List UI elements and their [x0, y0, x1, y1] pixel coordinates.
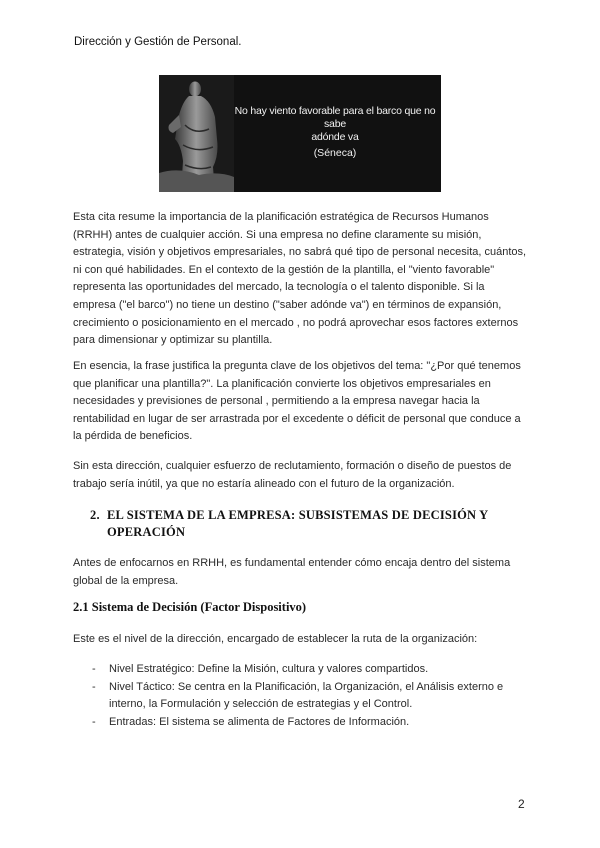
bullet-marker: - — [92, 715, 96, 728]
quote-text — [229, 105, 441, 144]
quote-line-1: No hay viento favorable para el barco que no sabe — [234, 105, 436, 130]
paragraph-essence: En esencia, la frase justifica la pregunta clave de los objetivos del tema: "¿Por qué tenemos que planificar una plantilla?". La planificación convierte los objetivos empresariales en necesidades y previsiones de personal , permitiendo a la empresa navegar hacia la rentabilidad en lugar de ser arrastrada por el excedente o déficit de personal que conduce a la pérdida de beneficios. — [73, 360, 521, 443]
list-item-text: Entradas: El sistema se alimenta de Factores de Información. — [109, 715, 410, 728]
section-title: EL SISTEMA DE LA EMPRESA: SUBSISTEMAS DE DECISIÓN Y OPERACIÓN — [107, 508, 488, 539]
quote-banner — [159, 75, 441, 192]
paragraph-subsection-intro: Este es el nivel de la dirección, encargado de establecer la ruta de la organización: — [73, 633, 478, 645]
statue-image — [159, 75, 234, 192]
bullet-marker: - — [92, 680, 96, 693]
list-item-text: Nivel Táctico: Se centra en la Planificación, la Organización, el Análisis externo e interno, la Formulación y selección de estrategias y el Control. — [109, 680, 504, 711]
bullet-marker: - — [92, 663, 96, 675]
paragraph-quote-explanation: Esta cita resume la importancia de la planificación estratégica de Recursos Humanos (RRHH) antes de cualquier acción. Si una empresa no define claramente su misión, estrategia, visión y objetivos empresariales, no sabrá qué tipo de personal necesita, cuántos, ni con qué habilidades. En el contexto de la gestión de la plantilla, el "viento favorable" representa las oportunidades del mercado, la tecnología o el talento disponible. Si la empresa ("el barco") no tiene un destino ("saber adónde va") en términos de expansión, crecimiento o posicionamiento en el mercado , no podrá aprovechar esos factores externos para dimensionar y optimizar su plantilla. — [73, 211, 527, 347]
list-item — [92, 661, 532, 679]
paragraph-section-intro: Antes de enfocarnos en RRHH, es fundamental entender cómo encaja dentro del sistema global de la empresa. — [73, 557, 511, 587]
section-heading-2 — [90, 507, 520, 541]
list-item — [92, 679, 532, 714]
page-number: 2 — [518, 797, 525, 811]
quote-line-2: adónde va — [311, 131, 359, 143]
list-item-text: Nivel Estratégico: Define la Misión, cultura y valores compartidos. — [109, 663, 429, 675]
quote-author: (Séneca) — [313, 147, 357, 159]
decision-levels-list — [92, 661, 532, 731]
paragraph-direction: Sin esta dirección, cualquier esfuerzo de reclutamiento, formación o diseño de puestos de trabajo sería inútil, ya que no estaría alineado con el futuro de la organización. — [73, 460, 512, 490]
subsection-heading-2-1: 2.1 Sistema de Decisión (Factor Dispositivo) — [73, 600, 307, 614]
section-number: 2. — [90, 508, 100, 522]
document-header: Dirección y Gestión de Personal. — [74, 36, 242, 48]
list-item — [92, 714, 532, 732]
